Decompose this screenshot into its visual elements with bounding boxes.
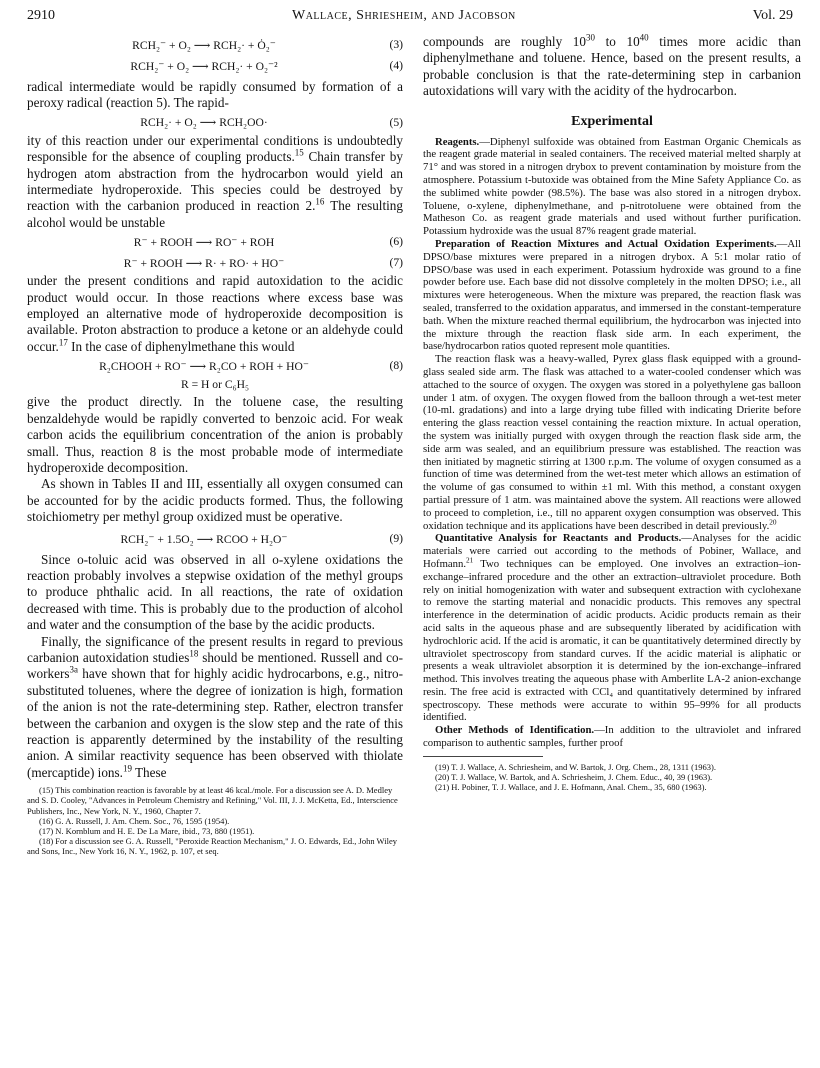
text-run: have shown that for highly acidic hydrocarbons, e.g., nitro-substituted toluenes, where the degree of ionization is high, formation of the anion is not the rate-determining step. Rather, electron transfer between the carbanion and oxygen is the slow step and the rate of this reaction is apparently determined by the instability of the resulting anion. A similar reactivity sequence has been observed with thiolate (mercaptide) ions. — [27, 666, 403, 780]
equation-expression: R⁻ + ROOH ⟶ R· + RO· + HO⁻ — [123, 256, 285, 270]
equation-3 — [27, 34, 403, 55]
exponent: 40 — [639, 32, 649, 43]
paragraph: give the product directly. In the toluene case, the resulting benzaldehyde would be rapidly converted to benzoic acid. For weak carbon acids the equilibrium concentration of the anion is probably small. Thus, reaction 8 is the most probable mode of intermediate hydroperoxide decomposition. — [27, 394, 403, 475]
paragraph — [27, 273, 403, 355]
paragraph — [423, 136, 801, 238]
paragraph — [423, 532, 801, 724]
footnote: (21) H. Pobiner, T. J. Wallace, and J. E. Hofmann, Anal. Chem., 35, 680 (1963). — [435, 782, 707, 793]
section-heading: Experimental — [571, 113, 653, 129]
text-run: Chain transfer by hydrogen atom abstraction from the hydrocarbon would yield an intermediate hydroperoxide. This species could be destroyed by reaction with the carbanion produced in reaction 2. — [27, 149, 403, 214]
run-in-heading: Preparation of Reaction Mixtures and Actual Oxidation Experiments. — [435, 238, 777, 250]
paragraph: radical intermediate would be rapidly consumed by formation of a peroxy radical (reaction 5). The rapid- — [27, 79, 403, 111]
running-title: Wallace, Shriesheim, and Jacobson — [292, 8, 516, 23]
text-run: should be mentioned. Russell and co-workers — [27, 649, 403, 682]
equation-expression: RCH₂⁻ + O₂ ⟶ RCH₂· + Ȯ₂⁻ — [132, 38, 276, 52]
text-run: —In addition to the ultraviolet and infrared comparison to authentic samples, further proof — [423, 724, 801, 750]
equation-9 — [27, 526, 403, 552]
text-run: compounds are roughly 10 — [423, 34, 586, 49]
reference-marker: 20 — [769, 517, 777, 526]
run-in-heading: Quantitative Analysis for Reactants and Products. — [435, 532, 682, 545]
paragraph — [423, 34, 801, 100]
text-run: under the present conditions and rapid autoxidation to the acidic product would occur. In those reactions where excess base was employed an alternative mode of hydroperoxide decomposition is available. Proton abstraction to produce a ketone or an aldehyde could occur. — [27, 273, 403, 354]
footnote: (17) N. Kornblum and H. E. De La Mare, ibid., 73, 880 (1951). — [39, 826, 255, 837]
footnote: (18) For a discussion see G. A. Russell, "Peroxide Reaction Mechanism," J. O. Edwards, Ed., John Wiley and Sons, Inc., New York 16, N. Y., 1962, p. 107, et seq. — [27, 836, 397, 857]
equation-expression: RCH₂⁻ + O₂ ⟶ RCH₂· + O₂⁻² — [130, 59, 278, 73]
left-column — [27, 34, 403, 857]
text-run: The resulting alcohol would be unstable — [27, 198, 403, 230]
run-in-heading: Reagents. — [435, 135, 480, 148]
equation-7 — [27, 252, 403, 273]
paragraph — [423, 353, 801, 532]
text-run: Two techniques can be employed. One involves an extraction–ion-exchange–infrared procedure and the other an extraction–ultraviolet procedure. Both rely on initial homogenization with water and subsequent extraction with cyclohexane to remove the starting material and nonacidic products. This removes any spectral interference in the determination of acidic products. Acidic products remain as their acid salts in the aqueous phase and are subsequently liberated by acidification with hydrochloric acid. If the acid is aromatic, it can be quantitatively determined directly by ultraviolet spectroscopy from standard curves. If the acidic material is aliphatic or presents a weak ultraviolet absorption it is determined by the ion-exchange–infrared method. This involves treating the aqueous phase with Amberlite LA-2 anion-exchange resin. The free acid is extracted with CCl₄ and quantitatively determined by infrared spectroscopy. These methods were accurate to within 95–99% for all products identified. — [423, 557, 801, 724]
text-run: In the case of diphenylmethane this would — [67, 338, 295, 354]
reference-marker: 21 — [466, 556, 474, 565]
footnote-rule — [423, 756, 543, 757]
equation-5 — [27, 112, 403, 133]
paragraph — [423, 238, 801, 353]
equation-number: (4) — [389, 59, 403, 72]
text-run: times more acidic than diphenylmethane and toluene. Hence, based on the present results, a probable conclusion is that the rate-determining step in carbanion autoxidations will vary with the acidity of the hydrocarbon. — [423, 34, 801, 99]
reference-marker: 17 — [58, 337, 68, 348]
equation-expression: RCH₂⁻ + 1.5O₂ ⟶ RCOO + H₂O⁻ — [120, 532, 288, 546]
paragraph — [27, 634, 403, 782]
footnotes — [423, 762, 801, 793]
equation-number: (3) — [389, 38, 403, 51]
page-number: 2910 — [27, 8, 55, 23]
equation-expression: R₂CHOOH + RO⁻ ⟶ R₂CO + ROH + HO⁻ — [99, 359, 309, 373]
right-column — [423, 34, 801, 792]
equation-number: (6) — [389, 235, 403, 249]
text-run: Finally, the significance of the present results in regard to previous carbanion autoxidation studies — [27, 633, 403, 665]
volume-label: Vol. 29 — [752, 8, 793, 23]
paragraph — [423, 724, 801, 750]
text-run: These — [131, 764, 167, 780]
text-run: ity of this reaction under our experimental conditions is undoubtedly responsible for the absence of coupling products. — [27, 132, 403, 165]
equation-8-note: R = H or C₆H₅ — [180, 378, 250, 392]
equation-8 — [27, 355, 403, 376]
reference-marker: 16 — [315, 197, 325, 208]
text-run: The reaction flask was a heavy-walled, Pyrex glass flask equipped with a ground-glass sealed side arm. The flask was attached to a water-cooled condenser which was attached to the source of oxygen. The oxygen was stored in a polyethylene gas balloon under 1 atm. of oxygen. The oxygen flowed from the balloon through a wet-test meter (10-ml. gradations) and into a large drying tube filled with indicating Drierite before entering the glass reaction vessel containing the reaction mixture. In actual operation, the system was initially purged with oxygen through the reaction flask side arm, the side arm was sealed, and an equilibrium pressure was established. The reaction was then initiated by magnetic stirring at 1300 r.p.m. The volume of oxygen consumed as a function of time was determined from the wet-test meter which allows an estimation of the volume of gas consumed to within ±1 ml. With this method, a constant oxygen partial pressure of 1 atm. was maintained above the system. All reactions were allowed to proceed to completion, i.e., till no apparent oxygen consumption was observed. This oxidation technique and its applications have been described in detail previously. — [423, 353, 801, 532]
equation-expression: RCH₂· + O₂ ⟶ RCH₂OO· — [140, 116, 268, 130]
text-run: to 10 — [594, 34, 640, 49]
reference-marker: 15 — [294, 147, 304, 158]
equation-expression: R⁻ + ROOH ⟶ RO⁻ + ROH — [133, 235, 275, 249]
equation-number: (8) — [389, 359, 403, 373]
run-in-heading: Other Methods of Identification. — [435, 724, 595, 737]
footnotes — [27, 785, 403, 856]
reference-marker: 19 — [122, 763, 132, 774]
text-run: —Diphenyl sulfoxide was obtained from Eastman Organic Chemicals as the reagent grade material in sealed containers. The received material melted sharply at 71° and was stored in a nitrogen drybox to prevent contamination by moisture from the atmosphere. Potassium t-butoxide was obtained from the Mine Safety Appliance Co. as the sublimed white powder (98.5%). The base was also stored in a nitrogen drybox. Toluene, o-xylene, diphenylmethane, and p-nitrotoluene were obtained from the Matheson Co. as reagent grade materials and used without further purification. Potassium hydroxide was the usual 87% reagent grade material. — [423, 135, 801, 238]
paragraph — [27, 133, 403, 231]
paragraph: Since o-toluic acid was observed in all o-xylene oxidations the reaction probably involves a stepwise oxidation of the methyl groups to produce phthalic acid. In all reactions, the rate of oxidation decreased with time. This is probably due to the production of alcohol and water and the consumption of the base by the acidic products. — [27, 551, 403, 633]
text-run: —Analyses for the acidic materials were carried out according to the methods of Pobiner, Wallace, and Hofmann. — [423, 532, 801, 570]
equation-6 — [27, 231, 403, 252]
equation-number: (7) — [389, 256, 403, 270]
exponent: 30 — [586, 32, 595, 43]
text-run: —All DPSO/base mixtures were prepared in a nitrogen drybox. A 5:1 molar ratio of DPSO/base was used in each experiment. Potassium hydroxide was ground to a fine powder before use. Each base did not dissolve completely in the molten DPSO; i.e., all mixtures were heterogeneous. When the mixture was prepared, the reaction flask was sealed, transferred to the oxidation apparatus, and immersed in the constant-temperature bath. When the mixture reached thermal equilibrium, the hydrocarbon was injected into the mixture through the reaction flask side arm. In each experiment, the base/hydrocarbon ratios quoted represent mole quantities. — [423, 238, 801, 353]
reference-marker: 18 — [189, 648, 199, 659]
footnote: (16) G. A. Russell, J. Am. Chem. Soc., 76, 1595 (1954). — [39, 815, 230, 826]
paragraph: As shown in Tables II and III, essentially all oxygen consumed can be accounted for by the acidic products formed. Thus, the following stoichiometry per methyl group oxidized must be operative. — [27, 476, 403, 525]
equation-4 — [27, 55, 403, 76]
page-header — [27, 8, 793, 30]
footnote: (20) T. J. Wallace, W. Bartok, and A. Schriesheim, J. Chem. Educ., 40, 39 (1963). — [435, 772, 713, 783]
footnote: (19) T. J. Wallace, A. Schriesheim, and W. Bartok, J. Org. Chem., 28, 1311 (1963). — [435, 761, 716, 772]
footnote: (15) This combination reaction is favorable by at least 46 kcal./mole. For a discussion see A. D. Medley and S. D. Cooley, "Advances in Petroleum Chemistry and Refining," Vol. III, J. J. McKetta, Ed., Interscience Publishers, Inc., New York, N. Y., 1960, Chapter 7. — [27, 785, 398, 816]
equation-number: (9) — [389, 532, 403, 546]
reference-marker: 3a — [69, 664, 78, 675]
equation-number: (5) — [389, 115, 403, 129]
